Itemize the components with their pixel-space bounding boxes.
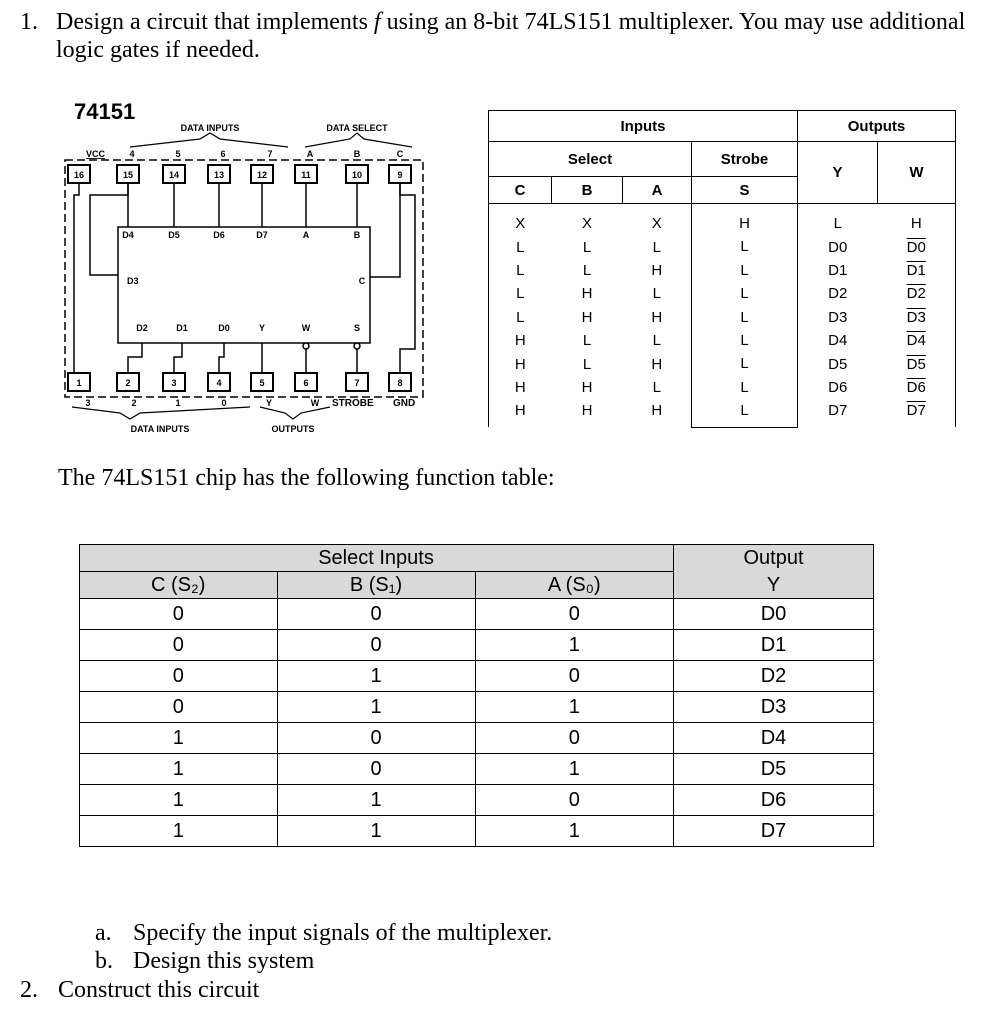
bottom-outer-label: 1	[175, 398, 181, 408]
data-inputs-bottom-brace	[72, 407, 250, 419]
inner-bottom-label: S	[353, 323, 361, 333]
ft-b-header: B	[552, 177, 623, 204]
table-row: 0 0 0 D0	[80, 599, 874, 630]
internal-wire	[174, 343, 182, 373]
top-outer-label: 5	[175, 149, 181, 159]
bottom-pin-number: 7	[354, 378, 360, 388]
ft-c-header: C	[489, 177, 552, 204]
ft-y-header: Y	[798, 142, 878, 204]
question-1-text: Design a circuit that implements f using an 8-bit 74LS151 multiplexer. You may use additional logic gates if needed.	[56, 9, 966, 63]
ft-s-header: S	[692, 177, 798, 204]
bottom-pin-number: 6	[303, 378, 309, 388]
top-pin-number: 14	[168, 170, 180, 180]
ft-select-header: Select	[489, 142, 692, 177]
question-1	[20, 8, 985, 64]
question-1-number: 1.	[20, 9, 38, 35]
function-f: f	[373, 9, 381, 35]
top-pin-number: 12	[256, 170, 268, 180]
d3-label: D3	[127, 276, 139, 286]
bottom-outer-label: 0	[221, 398, 227, 408]
chip-pinout-diagram	[60, 95, 430, 440]
function-table-caption: The 74LS151 chip has the following function table:	[58, 465, 555, 491]
table-row: 0 0 1 D1	[80, 630, 874, 661]
bottom-pin-number: 2	[125, 378, 131, 388]
data-inputs-top-brace	[130, 133, 288, 147]
subquestion-b: b. Design this system	[95, 948, 315, 974]
inner-bottom-label: D1	[176, 323, 188, 333]
output-header: Output	[674, 545, 874, 572]
bottom-pin-number: 3	[171, 378, 177, 388]
inner-top-label: D7	[256, 230, 268, 240]
col-header-c: C (S₂)	[80, 572, 278, 599]
internal-wire	[400, 183, 415, 373]
table-row: 0 1 0 D2	[80, 661, 874, 692]
data-inputs-top-label: DATA INPUTS	[180, 123, 240, 133]
top-outer-label: 7	[267, 149, 273, 159]
col-header-a: A (S₀)	[475, 572, 674, 599]
inner-top-label: D5	[168, 230, 180, 240]
ft-outputs-header: Outputs	[798, 111, 956, 142]
top-outer-label: C	[396, 149, 404, 159]
top-pin-number: 15	[122, 170, 134, 180]
internal-wire	[219, 343, 224, 373]
top-pin-number: 13	[213, 170, 225, 180]
ft-w-header: W	[878, 142, 956, 204]
truth-table	[79, 544, 874, 847]
top-pin-number: 16	[73, 170, 85, 180]
data-select-brace	[305, 133, 412, 147]
internal-wire	[74, 183, 79, 373]
inner-bottom-label: D2	[136, 323, 148, 333]
inversion-bubble-w	[303, 343, 309, 349]
chip-title: 74151	[74, 99, 136, 124]
subquestion-a: a. Specify the input signals of the multiplexer.	[95, 920, 553, 946]
c-inner-label: C	[358, 276, 366, 286]
col-header-y: Y	[674, 572, 874, 599]
inner-top-label: A	[302, 230, 310, 240]
bottom-pin-number: 5	[259, 378, 265, 388]
ft-col-s: H L L L L L L L L	[692, 204, 798, 428]
table-row: 1 1 0 D6	[80, 785, 874, 816]
mux-body	[118, 227, 370, 343]
top-outer-label: 4	[129, 149, 135, 159]
top-pin-number: 11	[301, 170, 311, 180]
data-select-label: DATA SELECT	[326, 123, 388, 133]
top-pin-number: 10	[351, 170, 363, 180]
ft-strobe-header: Strobe	[692, 142, 798, 177]
col-header-b: B (S₁)	[277, 572, 475, 599]
table-row: 0 1 1 D3	[80, 692, 874, 723]
table-row: 1 1 1 D7	[80, 816, 874, 847]
inner-top-label: D4	[122, 230, 134, 240]
ft-inputs-header: Inputs	[489, 111, 798, 142]
inner-top-label: B	[353, 230, 361, 240]
top-outer-label: B	[353, 149, 361, 159]
bottom-pin-number: 1	[76, 378, 82, 388]
bottom-outer-label: W	[310, 398, 320, 408]
bottom-outer-label: 2	[131, 398, 137, 408]
table-row: 1 0 1 D5	[80, 754, 874, 785]
gnd-label: GND	[393, 398, 416, 409]
bottom-pin-number: 4	[216, 378, 222, 388]
outputs-label: OUTPUTS	[271, 424, 315, 434]
internal-wire	[90, 183, 128, 275]
ft-col-c: X L L L L H H H H	[489, 204, 552, 428]
ft-col-w: H D0 D1 D2 D3 D4 D5 D6 D7	[878, 204, 956, 428]
ft-col-b: X L L H H L L H H	[581, 215, 593, 420]
select-inputs-header: Select Inputs	[277, 545, 475, 572]
strobe-label: STROBE	[332, 398, 374, 409]
ft-col-y: L D0 D1 D2 D3 D4 D5 D6 D7	[798, 204, 878, 428]
bottom-outer-label: 3	[85, 398, 91, 408]
internal-wire	[128, 343, 142, 373]
internal-wire	[370, 183, 400, 277]
vcc-label: VCC	[86, 149, 106, 159]
inner-top-label: D6	[213, 230, 225, 240]
top-outer-label: 6	[220, 149, 226, 159]
outputs-brace	[260, 407, 330, 419]
bottom-pin-number: 8	[397, 378, 403, 388]
function-table-74151	[488, 110, 956, 428]
inner-bottom-label: Y	[258, 323, 266, 333]
data-inputs-bottom-label: DATA INPUTS	[130, 424, 190, 434]
inversion-bubble-strobe	[354, 343, 360, 349]
top-outer-label: A	[306, 149, 314, 159]
question-2: 2. Construct this circuit	[20, 977, 260, 1003]
top-pin-number: 9	[397, 170, 403, 180]
ft-col-a: X L H L H L H L H	[623, 204, 692, 428]
table-row: 1 0 0 D4	[80, 723, 874, 754]
bottom-outer-label: Y	[265, 398, 273, 408]
ft-a-header: A	[623, 177, 692, 204]
inner-bottom-label: W	[301, 323, 311, 333]
inner-bottom-label: D0	[218, 323, 230, 333]
